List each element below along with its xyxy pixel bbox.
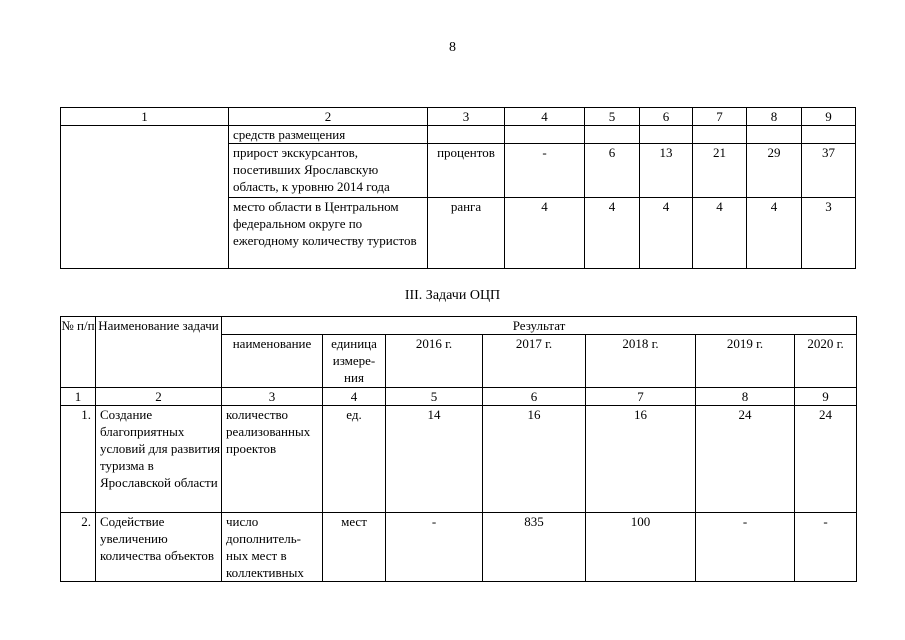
value-cell xyxy=(802,126,856,144)
column-number: 1 xyxy=(61,108,229,126)
header-year: 2016 г. xyxy=(386,335,483,388)
task-name: Создание благоприятных условий для развития туризма в Ярославской области xyxy=(96,406,222,513)
column-number: 3 xyxy=(222,388,323,406)
column-number: 3 xyxy=(428,108,505,126)
value-cell: 13 xyxy=(640,144,693,198)
unit-cell xyxy=(428,126,505,144)
value-cell: 29 xyxy=(747,144,802,198)
column-number: 5 xyxy=(585,108,640,126)
column-number: 9 xyxy=(795,388,857,406)
value-cell: - xyxy=(696,513,795,582)
header-unit: единица измере-ния xyxy=(323,335,386,388)
value-cell xyxy=(747,126,802,144)
value-cell: 24 xyxy=(795,406,857,513)
column-number: 7 xyxy=(693,108,747,126)
column-number: 9 xyxy=(802,108,856,126)
row-number: 1. xyxy=(61,406,96,513)
value-cell xyxy=(505,126,585,144)
value-cell xyxy=(585,126,640,144)
table-header-row xyxy=(61,317,857,335)
empty-task-cell xyxy=(61,126,229,269)
value-cell: 6 xyxy=(585,144,640,198)
column-number: 6 xyxy=(483,388,586,406)
value-cell: - xyxy=(386,513,483,582)
indicator-name: прирост экскурсантов, посетивших Ярославскую область, к уровню 2014 года xyxy=(229,144,428,198)
task-name: Содействие увеличению количества объектов xyxy=(96,513,222,582)
value-cell: 16 xyxy=(586,406,696,513)
page-number: 8 xyxy=(449,40,456,55)
column-number: 6 xyxy=(640,108,693,126)
value-cell: 100 xyxy=(586,513,696,582)
column-number: 7 xyxy=(586,388,696,406)
table-row xyxy=(61,406,857,513)
result-name: число дополнитель-ных мест в коллективных xyxy=(222,513,323,582)
tasks-table xyxy=(60,316,857,582)
column-numbers-row xyxy=(61,388,857,406)
column-number: 1 xyxy=(61,388,96,406)
unit-cell: ранга xyxy=(428,198,505,269)
value-cell: 37 xyxy=(802,144,856,198)
header-year: 2018 г. xyxy=(586,335,696,388)
column-number: 4 xyxy=(323,388,386,406)
value-cell: 4 xyxy=(747,198,802,269)
value-cell: 14 xyxy=(386,406,483,513)
header-number: № п/п xyxy=(61,317,96,388)
header-year: 2017 г. xyxy=(483,335,586,388)
value-cell: 4 xyxy=(505,198,585,269)
column-number: 2 xyxy=(96,388,222,406)
unit-cell: процентов xyxy=(428,144,505,198)
header-task: Наименование задачи xyxy=(96,317,222,388)
unit-cell: ед. xyxy=(323,406,386,513)
value-cell xyxy=(640,126,693,144)
value-cell: 16 xyxy=(483,406,586,513)
header-year: 2020 г. xyxy=(795,335,857,388)
column-number: 4 xyxy=(505,108,585,126)
row-number: 2. xyxy=(61,513,96,582)
value-cell: 3 xyxy=(802,198,856,269)
table-row xyxy=(61,126,856,144)
header-result: Результат xyxy=(222,317,857,335)
column-number: 8 xyxy=(696,388,795,406)
column-number: 5 xyxy=(386,388,483,406)
value-cell: 24 xyxy=(696,406,795,513)
value-cell: 4 xyxy=(640,198,693,269)
header-year: 2019 г. xyxy=(696,335,795,388)
header-name: наименование xyxy=(222,335,323,388)
table-header-row xyxy=(61,108,856,126)
value-cell: 21 xyxy=(693,144,747,198)
value-cell: - xyxy=(505,144,585,198)
section-title: III. Задачи ОЦП xyxy=(404,288,501,303)
value-cell xyxy=(693,126,747,144)
column-number: 2 xyxy=(229,108,428,126)
indicators-table-continued xyxy=(60,107,856,269)
column-number: 8 xyxy=(747,108,802,126)
value-cell: - xyxy=(795,513,857,582)
value-cell: 4 xyxy=(585,198,640,269)
indicator-name: место области в Центральном федеральном округе по ежегодному количеству туристов xyxy=(229,198,428,269)
value-cell: 4 xyxy=(693,198,747,269)
unit-cell: мест xyxy=(323,513,386,582)
value-cell: 835 xyxy=(483,513,586,582)
table-row xyxy=(61,513,857,582)
result-name: количество реализованных проектов xyxy=(222,406,323,513)
indicator-name: средств размещения xyxy=(229,126,428,144)
